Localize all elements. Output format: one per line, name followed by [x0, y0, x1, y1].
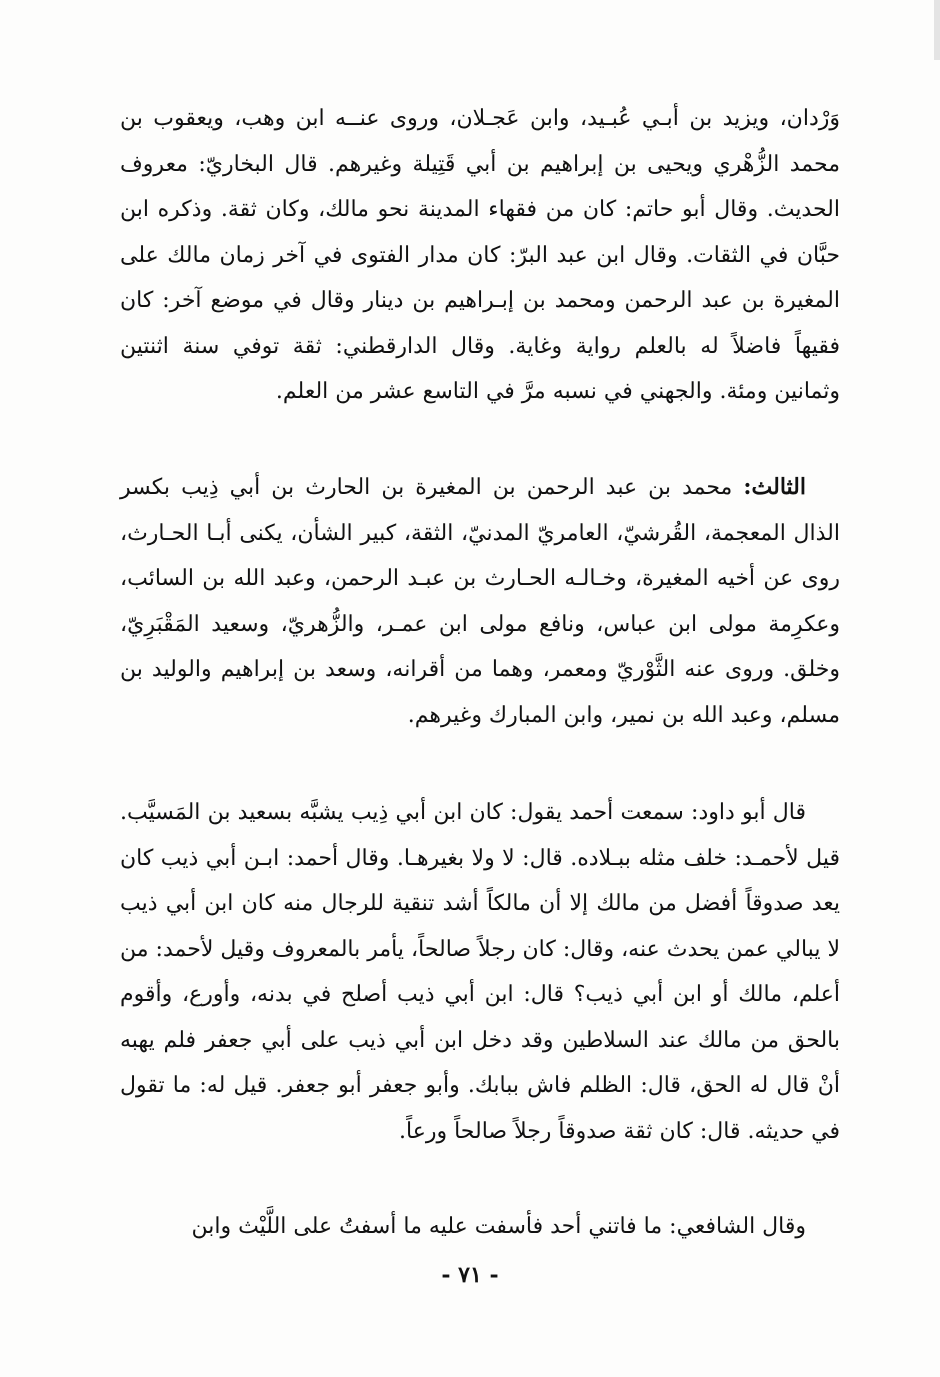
paragraph-text: قال أبو داود: سمعت أحمد يقول: كان ابن أبي ذِيب يشبَّه بسعيد بن المَسيَّب. قيل لأحمـد: خلف مثله ببـلاده. قال: لا ولا بغيرهـا. وقال أحمد: ابـن أبي ذيب كان يعد صدوقاً أفضل من مالك إلا أن مالكاً أشد تنقية للرجال منه كان ابن أبي ذيب لا يبالي عمن يحدث عنه، وقال: كان رجلاً صالحاً، يأمر بالمعروف وقيل لأحمد: من أعلم، مالك أو ابن أبي ذيب؟ قال: ابن أبي ذيب أصلح في بدنه، وأورع، وأقوم بالحق من مالك عند السلاطين وقد دخل ابن أبي ذيب على أبي جعفر فلم يهبه أنْ قال له الحق، قال: الظلم فاش ببابك. وأبو جعفر أبو جعفر. قيل له: ما تقول في حديثه. قال: كان ثقة صدوقاً رجلاً صالحاً ورعاً.	[120, 800, 840, 1144]
paragraph-narrators	[120, 96, 840, 415]
page-edge-shadow	[934, 0, 940, 60]
paragraph-third-narrator	[120, 465, 840, 738]
paragraph-abu-dawud	[120, 790, 840, 1154]
paragraph-text: وَرْدان، ويزيد بن أبـي عُبـيد، وابن عَجـلان، وروى عنــه ابن وهب، ويعقوب بن محمد الزُّهْري ويحيى بن إبراهيم بن أبي قَتِيلة وغيرهم. قال البخاريّ: معروف الحديث. وقال أبو حاتم: كان من فقهاء المدينة نحو مالك، وكان ثقة. وذكره ابن حبَّان في الثقات. وقال ابن عبد البرّ: كان مدار الفتوى في آخر زمان مالك على المغيرة بن عبد الرحمن ومحمد بن إبـراهيم بن دينار وقال في موضع آخر: كان فقيهاً فاضلاً له بالعلم رواية وغاية. وقال الدارقطني: ثقة توفي سنة اثنتين وثمانين ومئة. والجهني في نسبه مرَّ في التاسع عشر من العلم.	[120, 106, 840, 404]
page-number: - ٧١ -	[441, 1262, 499, 1288]
paragraph-body: محمد بن عبد الرحمن بن المغيرة بن الحارث بن أبي ذِيب بكسر الذال المعجمة، القُرشيّ، العامريّ المدنيّ، الثقة، كبير الشأن، يكنى أبـا الحـارث، روى عن أخيه المغيرة، وخـالـه الحـارث بن عبـد الرحمن، وعبد الله بن السائب، وعكرِمة مولى ابن عباس، ونافع مولى ابن عمـر، والزُّهريّ، وسعيد المَقْبَرِيّ، وخلق. وروى عنه الثَّوْريّ ومعمر، وهما من أقرانه، وسعد بن إبراهيم والوليد بن مسلم، وعبد الله بن نمير، وابن المبارك وغيرهم.	[120, 475, 840, 728]
paragraph-shafii	[120, 1204, 840, 1250]
paragraph-text: وقال الشافعي: ما فاتني أحد فأسفت عليه ما أسفتُ على اللَّيْث وابن	[191, 1214, 806, 1239]
section-heading: الثالث:	[743, 474, 806, 500]
paragraph-text	[120, 465, 840, 738]
